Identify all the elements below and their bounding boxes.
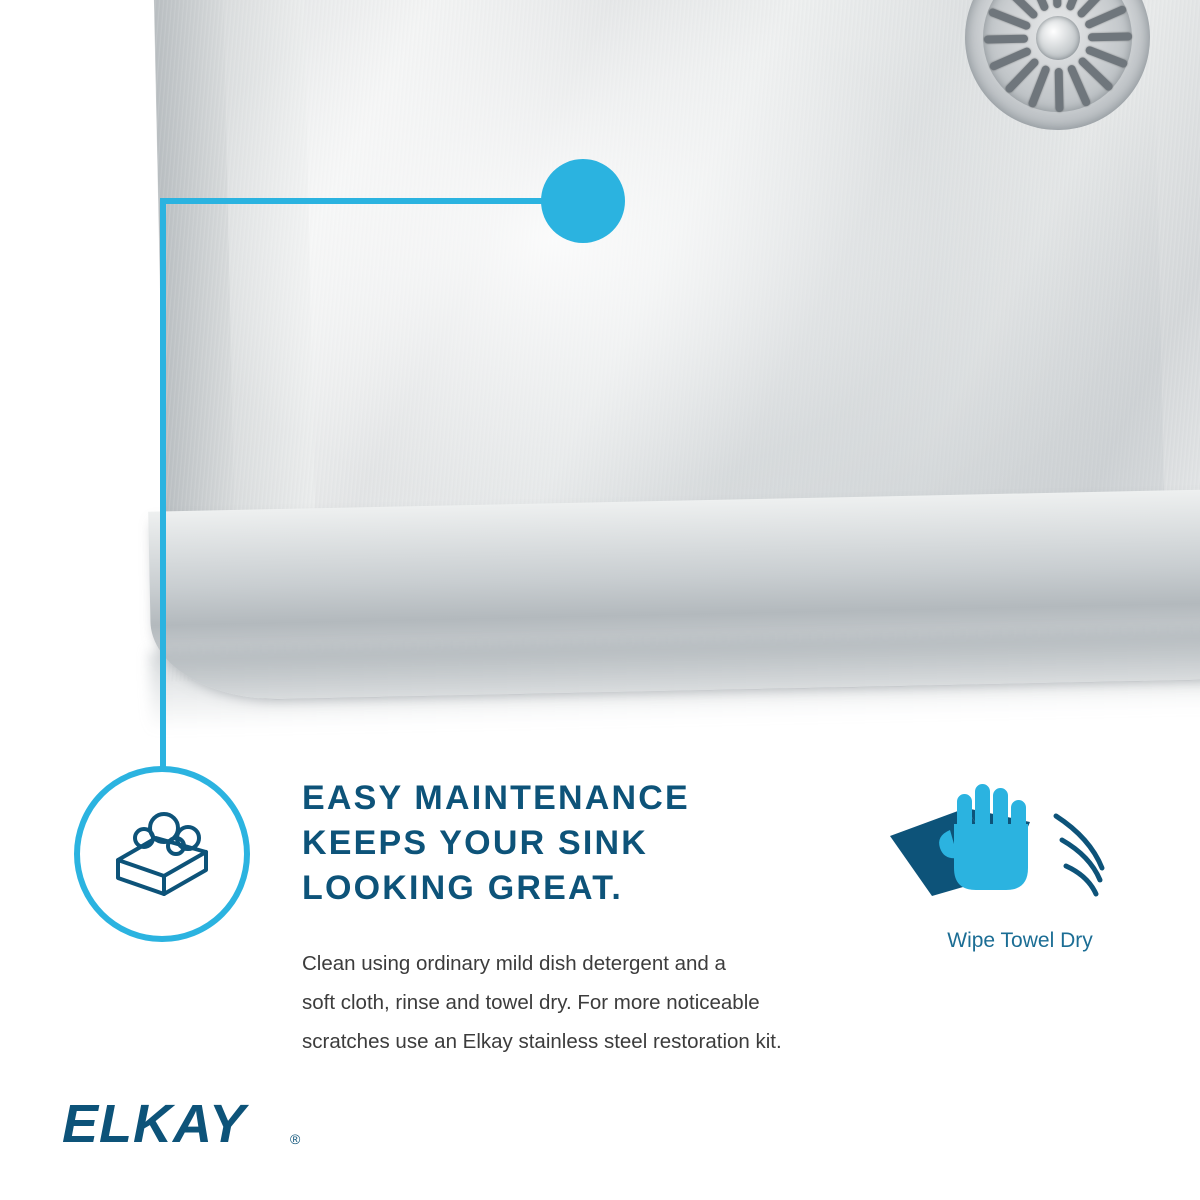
elkay-logo-text: ELKAY [62,1096,247,1154]
body-line-3: scratches use an Elkay stainless steel restoration kit. [302,1030,782,1053]
motion-lines [1056,816,1102,894]
body-line-2: soft cloth, rinse and towel dry. For more noticeable [302,991,760,1014]
drain-stopper-center [1035,15,1080,60]
drain-ring [981,0,1133,114]
sponge-icon [72,764,252,944]
sponge-icon-ring [77,769,247,939]
drain-slot [983,34,1027,43]
drain-slot [1052,0,1061,8]
wipe-towel-dry-block [880,778,1160,953]
headline-line-1: EASY MAINTENANCE [302,779,690,817]
headline [302,776,862,911]
headline-line-3: LOOKING GREAT. [302,869,624,907]
drain-slot [1054,67,1063,111]
registered-mark: ® [290,1131,301,1147]
elkay-logo [62,1096,322,1156]
body-line-1: Clean using ordinary mild dish detergent and a [302,952,726,975]
drain-slot [1087,32,1131,41]
body-text [302,944,902,1061]
headline-line-2: KEEPS YOUR SINK [302,824,649,862]
hand-wiping-towel-icon [880,778,1160,918]
wipe-towel-dry-caption: Wipe Towel Dry [947,929,1093,952]
